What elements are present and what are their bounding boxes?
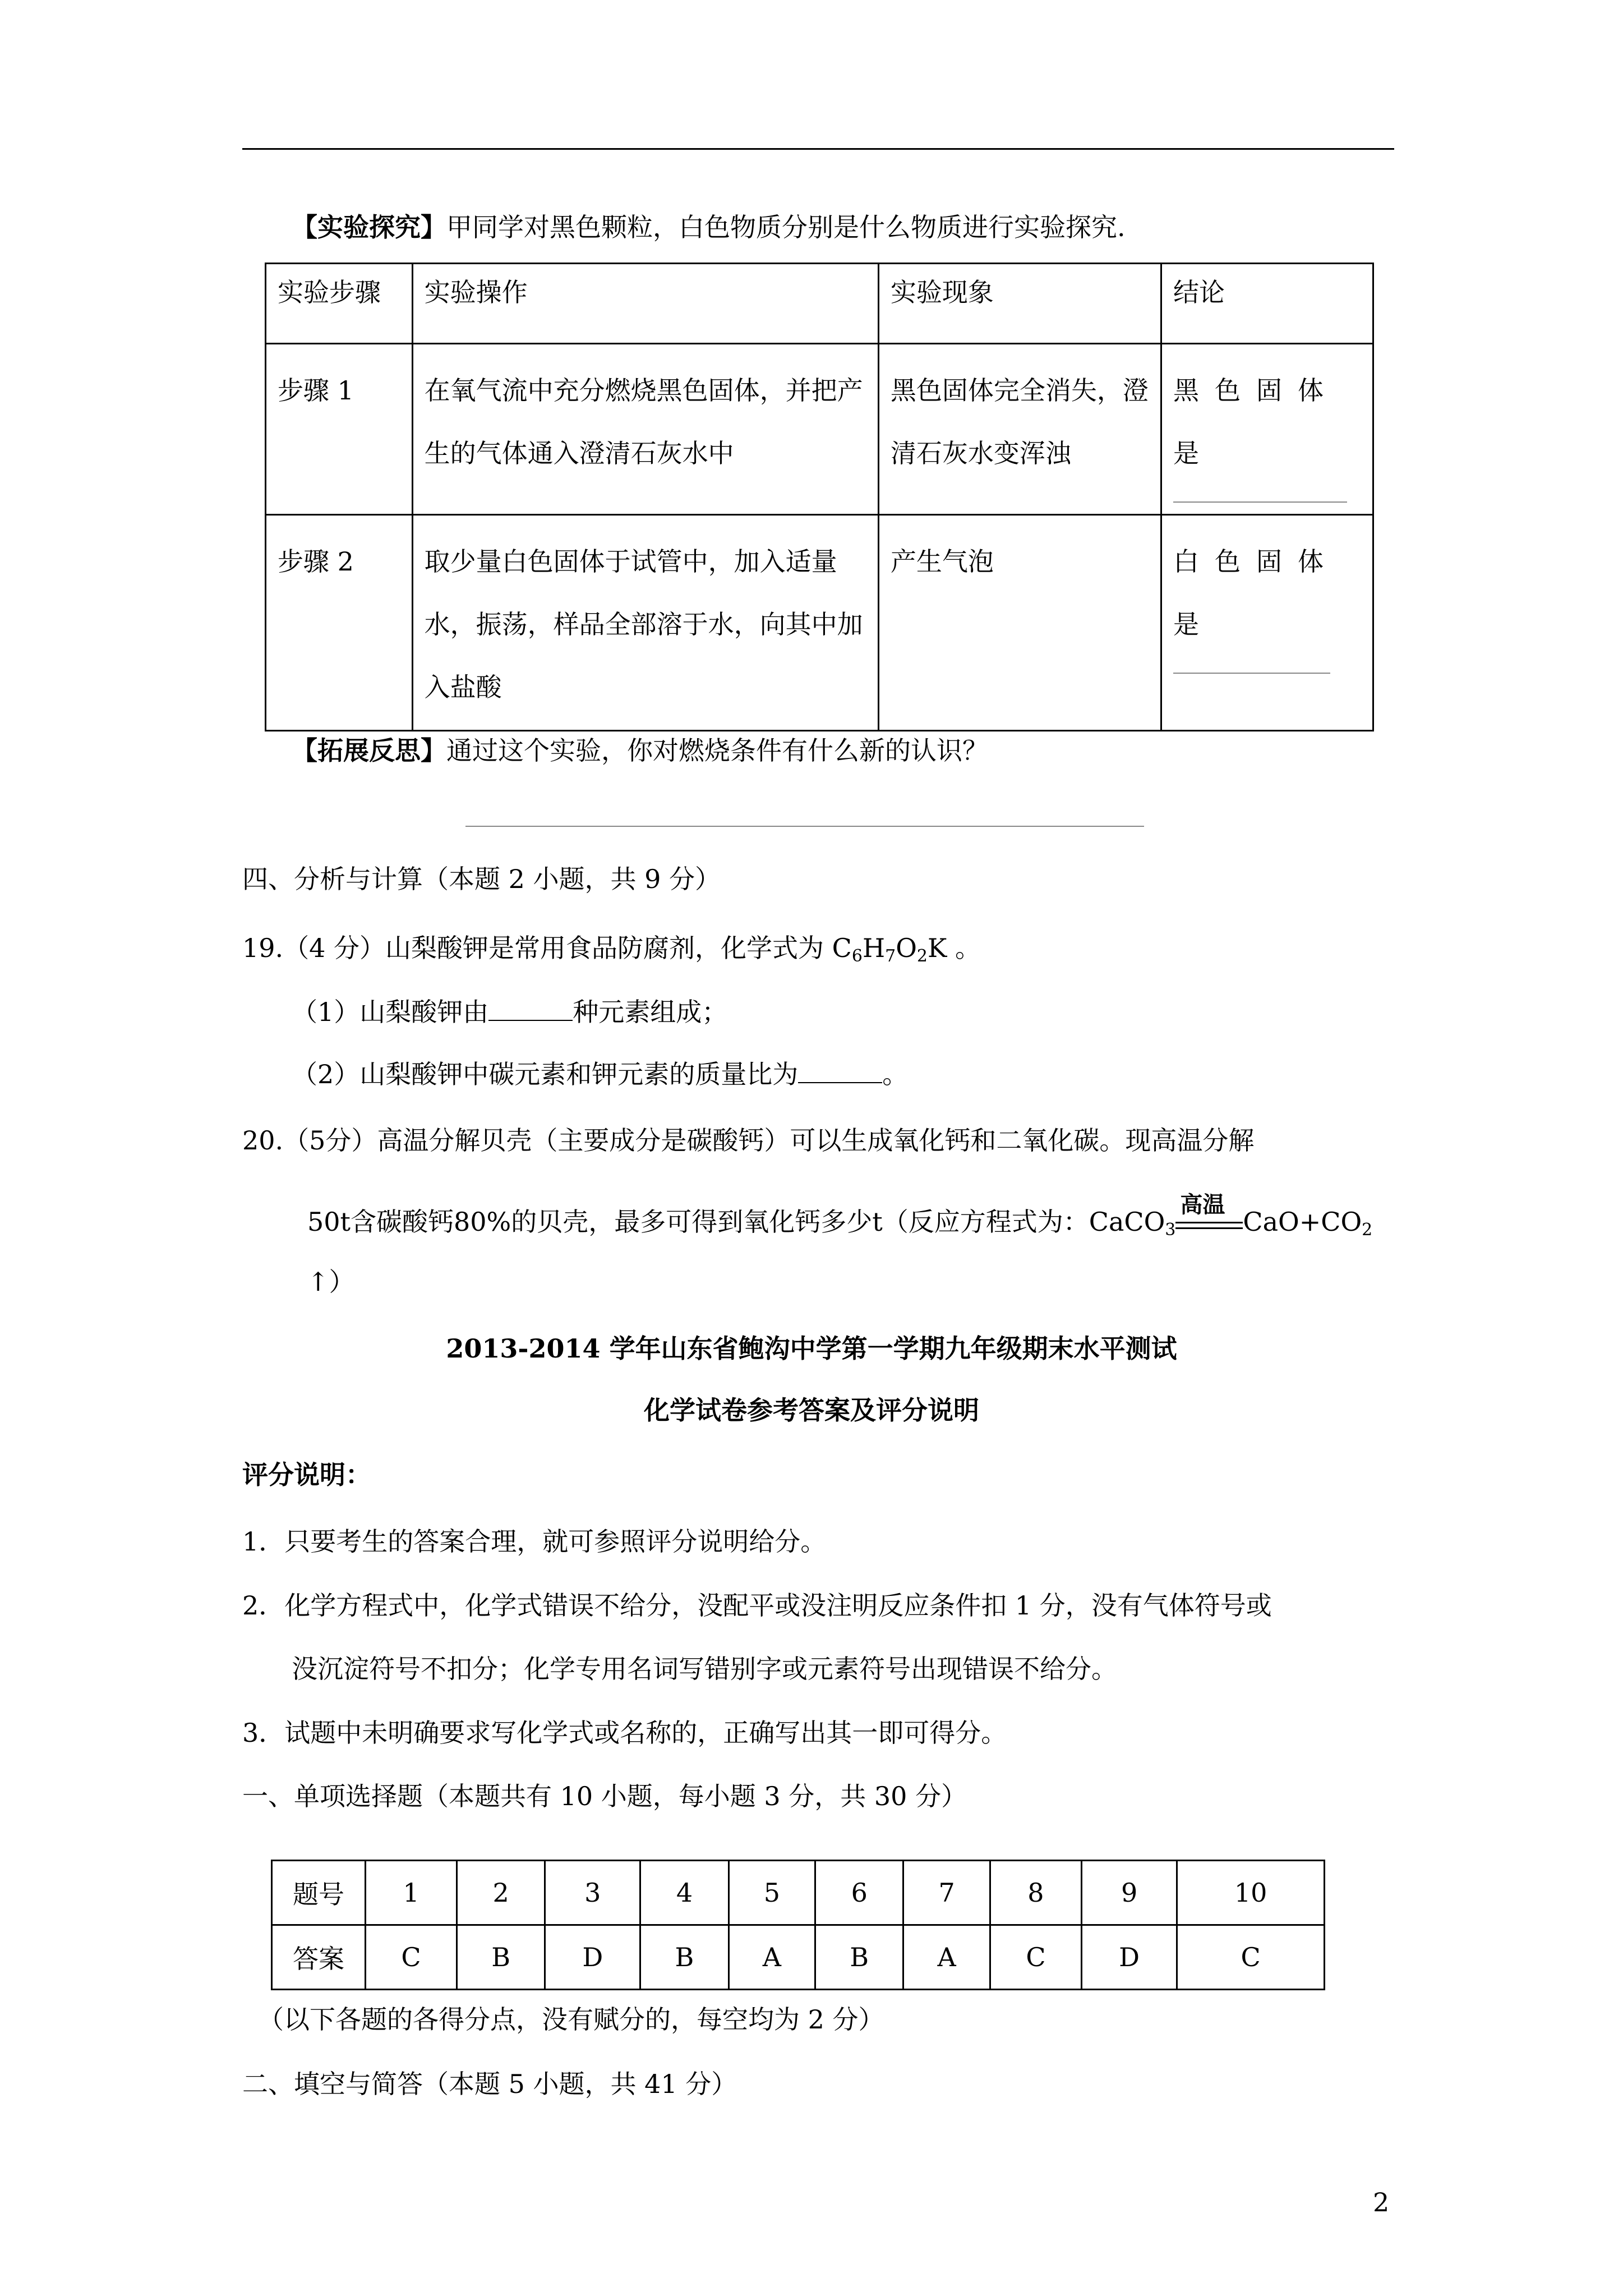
experiment-text: 甲同学对黑色颗粒，白色物质分别是什么物质进行实验探究. [446,212,1126,242]
header-phenomenon: 实验现象 [878,264,1161,344]
operation-cell: 取少量白色固体于试管中，加入适量水，振荡，样品全部溶于水，向其中加入盐酸 [412,515,878,731]
answer-cell: A [728,1925,815,1990]
page-number: 2 [1373,2187,1390,2217]
question-19-part-1: （1）山梨酸钾由 种元素组成； [292,997,728,1027]
answer-blank[interactable] [1173,501,1347,503]
number-cell: 5 [728,1861,815,1925]
answer-cell: D [1081,1925,1177,1990]
answer-blank[interactable] [1173,673,1330,674]
answer-key-subtitle: 化学试卷参考答案及评分说明 [644,1395,979,1425]
answer-cell: C [1177,1925,1325,1990]
answer-row [272,1925,1325,1990]
section-2-heading: 二、填空与简答（本题 5 小题，共 41 分） [242,2069,737,2099]
answer-cell: C [366,1925,457,1990]
question-number-row [272,1861,1325,1925]
experiment-intro [292,210,1126,244]
number-cell: 8 [990,1861,1081,1925]
grading-item-2: 2．化学方程式中，化学式错误不给分，没配平或没注明反应条件扣 1 分，没有气体符号或 [242,1590,1272,1621]
reflection-label: 【拓展反思】 [292,735,446,766]
step-cell: 步骤 1 [266,344,413,515]
reaction-condition: 高温 [1175,1205,1243,1239]
number-cell: 7 [903,1861,990,1925]
table-row [266,344,1373,515]
table-row [266,515,1373,731]
operation-cell: 在氧气流中充分燃烧黑色固体，并把产生的气体通入澄清石灰水中 [412,344,878,515]
number-cell: 6 [815,1861,903,1925]
phenomenon-cell: 黑色固体完全消失，澄清石灰水变浑浊 [878,344,1161,515]
header-step: 实验步骤 [266,264,413,344]
section-4-heading: 四、分析与计算（本题 2 小题，共 9 分） [242,864,721,894]
answer-key-title: 2013-2014 学年山东省鲍沟中学第一学期九年级期末水平测试 [446,1333,1177,1364]
header-rule [242,148,1394,150]
row-label: 答案 [272,1925,366,1990]
number-cell: 3 [545,1861,640,1925]
number-cell: 4 [640,1861,728,1925]
question-19-part-2: （2）山梨酸钾中碳元素和钾元素的质量比为 。 [292,1059,909,1089]
experiment-table [265,263,1374,731]
question-19: 19.（4 分）山梨酸钾是常用食品防腐剂，化学式为 $C_6H_7O_2K$ 。 [242,933,981,966]
number-cell: 9 [1081,1861,1177,1925]
answer-cell: A [903,1925,990,1990]
conclusion-text: 白色固体是 [1173,546,1340,639]
header-conclusion: 结论 [1161,264,1373,344]
number-cell: 1 [366,1861,457,1925]
answer-table [271,1860,1325,1990]
conclusion-text: 黑色固体是 [1173,375,1340,468]
answer-cell: B [457,1925,545,1990]
answer-blank[interactable] [798,1062,882,1083]
row-label: 题号 [272,1861,366,1925]
section-1-heading: 一、单项选择题（本题共有 10 小题，每小题 3 分，共 30 分） [242,1781,967,1811]
header-operation: 实验操作 [412,264,878,344]
answer-cell: B [815,1925,903,1990]
answer-blank[interactable] [488,1000,573,1021]
reflection-answer-line[interactable] [465,826,1144,827]
answer-cell: C [990,1925,1081,1990]
reflection-text: 通过这个实验，你对燃烧条件有什么新的认识？ [446,735,988,766]
grading-heading: 评分说明： [242,1460,371,1490]
grading-item-2-cont: 没沉淀符号不扣分；化学专用名词写错别字或元素符号出现错误不给分。 [292,1654,1117,1684]
grading-item-1: 1．只要考生的答案合理，就可参照评分说明给分。 [242,1526,827,1557]
answer-cell: D [545,1925,640,1990]
step-cell: 步骤 2 [266,515,413,731]
experiment-label: 【实验探究】 [292,212,446,242]
number-cell: 10 [1177,1861,1325,1925]
grading-item-3: 3．试题中未明确要求写化学式或名称的，正确写出其一即可得分。 [242,1718,1007,1748]
question-20-line-1: 20.（5分）高温分解贝壳（主要成分是碳酸钙）可以生成氧化钙和二氧化碳。现高温分解 [242,1125,1255,1156]
conclusion-cell [1161,515,1373,731]
scoring-note: （以下各题的各得分点，没有赋分的，每空均为 2 分） [258,2004,884,2035]
question-20-line-2: 50t含碳酸钙80%的贝壳，最多可得到氧化钙多少t（反应方程式为：CaCO$_3$ 高温 $CaO+CO_2$ [307,1191,1373,1240]
phenomenon-cell: 产生气泡 [878,515,1161,731]
conclusion-cell [1161,344,1373,515]
answer-cell: B [640,1925,728,1990]
question-20-line-3: ↑） [307,1267,355,1297]
reflection-question [292,734,988,767]
number-cell: 2 [457,1861,545,1925]
experiment-table-header [266,264,1373,344]
